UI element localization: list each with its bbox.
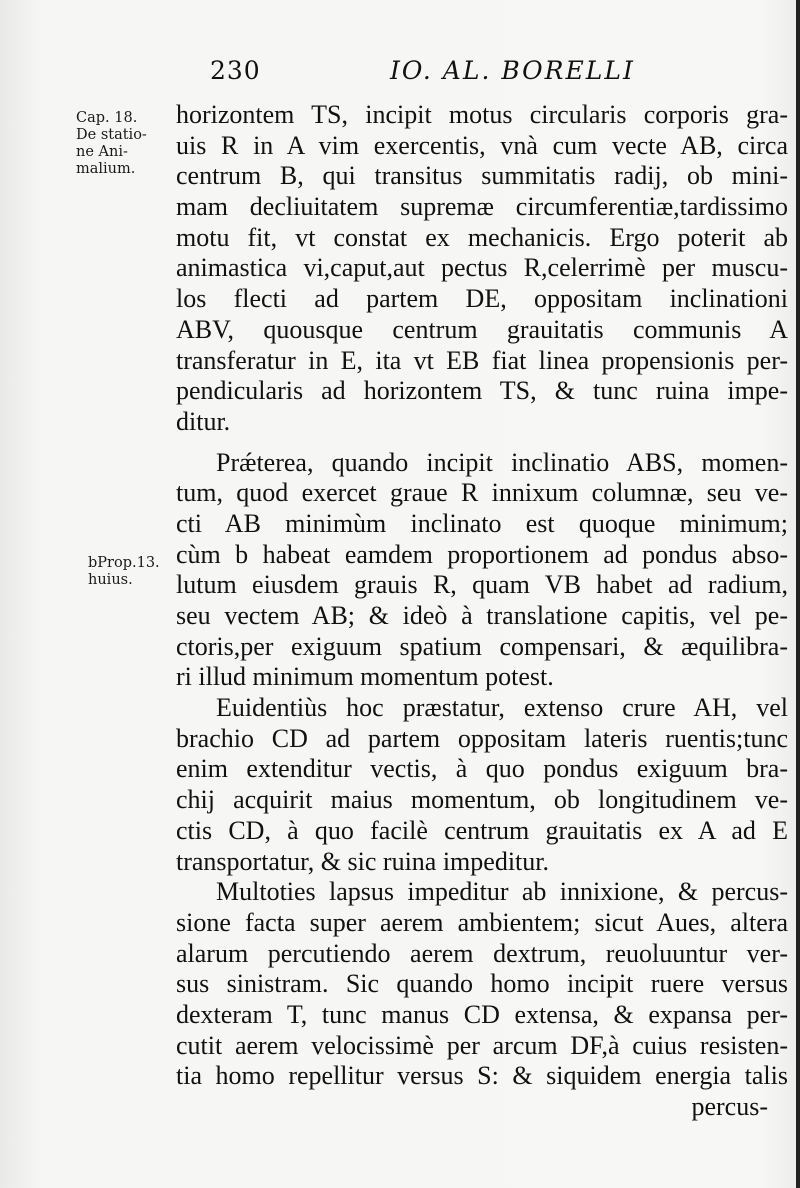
margin-note-line: huius. bbox=[88, 572, 133, 588]
text-line: lutum eiusdem grauis R, quam VB habet ad radium, bbox=[176, 570, 788, 600]
catchword: percus- bbox=[691, 1092, 768, 1121]
text-line: tia homo repellitur versus S: & siquidem energia talis bbox=[176, 1061, 788, 1091]
text-line: Multoties lapsus impeditur ab innixione, & percus- bbox=[216, 877, 788, 907]
text-line: motu fit, vt constat ex mechanicis. Ergo poterit ab bbox=[176, 222, 788, 252]
text-line: Prǽterea, quando incipit inclinatio ABS, momen- bbox=[216, 447, 788, 477]
text-line: animastica vi,caput,aut pectus R,celerrimè per muscu- bbox=[176, 253, 788, 283]
text-line: cùm b habeat eamdem proportionem ad pondus abso- bbox=[176, 539, 788, 569]
text-line: transferatur in E, ita vt EB fiat linea propensionis per- bbox=[176, 345, 788, 375]
main-text bbox=[176, 100, 788, 1123]
running-head-author: IO. AL. BORELLI bbox=[390, 56, 635, 85]
text-line: cti AB minimùm inclinato est quoque minimum; bbox=[176, 508, 788, 538]
text-line: Euidentiùs hoc præstatur, extenso crure AH, vel bbox=[216, 693, 788, 723]
text-line: tum, quod exercet graue R innixum columnæ, seu ve- bbox=[176, 478, 788, 508]
text-line: transportatur, & sic ruina impeditur. bbox=[176, 846, 549, 876]
text-line: los flecti ad partem DE, oppositam inclinationi bbox=[176, 284, 788, 314]
text-line: chij acquirit maius momentum, ob longitudinem ve- bbox=[176, 785, 788, 815]
margin-note-line: De statio- bbox=[76, 127, 147, 143]
running-head bbox=[0, 56, 800, 96]
text-line: mam decliuitatem supremæ circumferentiæ,tardissimo bbox=[176, 192, 788, 222]
text-line: pendicularis ad horizontem TS, & tunc ruina impe- bbox=[176, 376, 788, 406]
text-line: sione facta super aerem ambientem; sicut Aues, altera bbox=[176, 907, 788, 937]
text-line: ctoris,per exiguum spatium compensari, & æquilibra- bbox=[176, 631, 788, 661]
text-line: seu vectem AB; & ideò à translatione capitis, vel pe- bbox=[176, 601, 788, 630]
text-line: dexteram T, tunc manus CD extensa, & expansa per- bbox=[176, 999, 788, 1029]
margin-note-chapter bbox=[76, 110, 168, 178]
text-line: uis R in A vim exercentis, vnà cum vecte AB, circa bbox=[176, 130, 788, 160]
text-line: ctis CD, à quo facilè centrum grauitatis ex A ad E bbox=[176, 815, 788, 845]
margin-note-line: bProp.13. bbox=[88, 555, 160, 571]
margin-note-reference bbox=[88, 555, 174, 589]
text-line: sus sinistram. Sic quando homo incipit ruere versus bbox=[176, 969, 788, 999]
text-line: horizontem TS, incipit motus circularis corporis gra- bbox=[176, 100, 788, 129]
margin-note-line: malium. bbox=[76, 161, 136, 177]
text-line: centrum B, qui transitus summitatis radij, ob mini- bbox=[176, 161, 788, 191]
text-line: alarum percutiendo aerem dextrum, reuoluuntur ver- bbox=[176, 938, 788, 968]
page-number: 230 bbox=[210, 56, 261, 85]
text-line: ditur. bbox=[176, 406, 231, 436]
text-line: ABV, quousque centrum grauitatis communis A bbox=[176, 314, 788, 344]
text-line: brachio CD ad partem oppositam lateris ruentis;tunc bbox=[176, 723, 788, 753]
margin-note-line: Cap. 18. bbox=[76, 110, 138, 126]
margin-note-line: ne Ani- bbox=[76, 144, 128, 160]
page-edge bbox=[796, 0, 800, 1188]
text-line: enim extenditur vectis, à quo pondus exiguum bra- bbox=[176, 754, 788, 784]
text-line: cutit aerem velocissimè per arcum DF,à cuius resisten- bbox=[176, 1030, 788, 1060]
text-line: ri illud minimum momentum potest. bbox=[176, 662, 554, 692]
